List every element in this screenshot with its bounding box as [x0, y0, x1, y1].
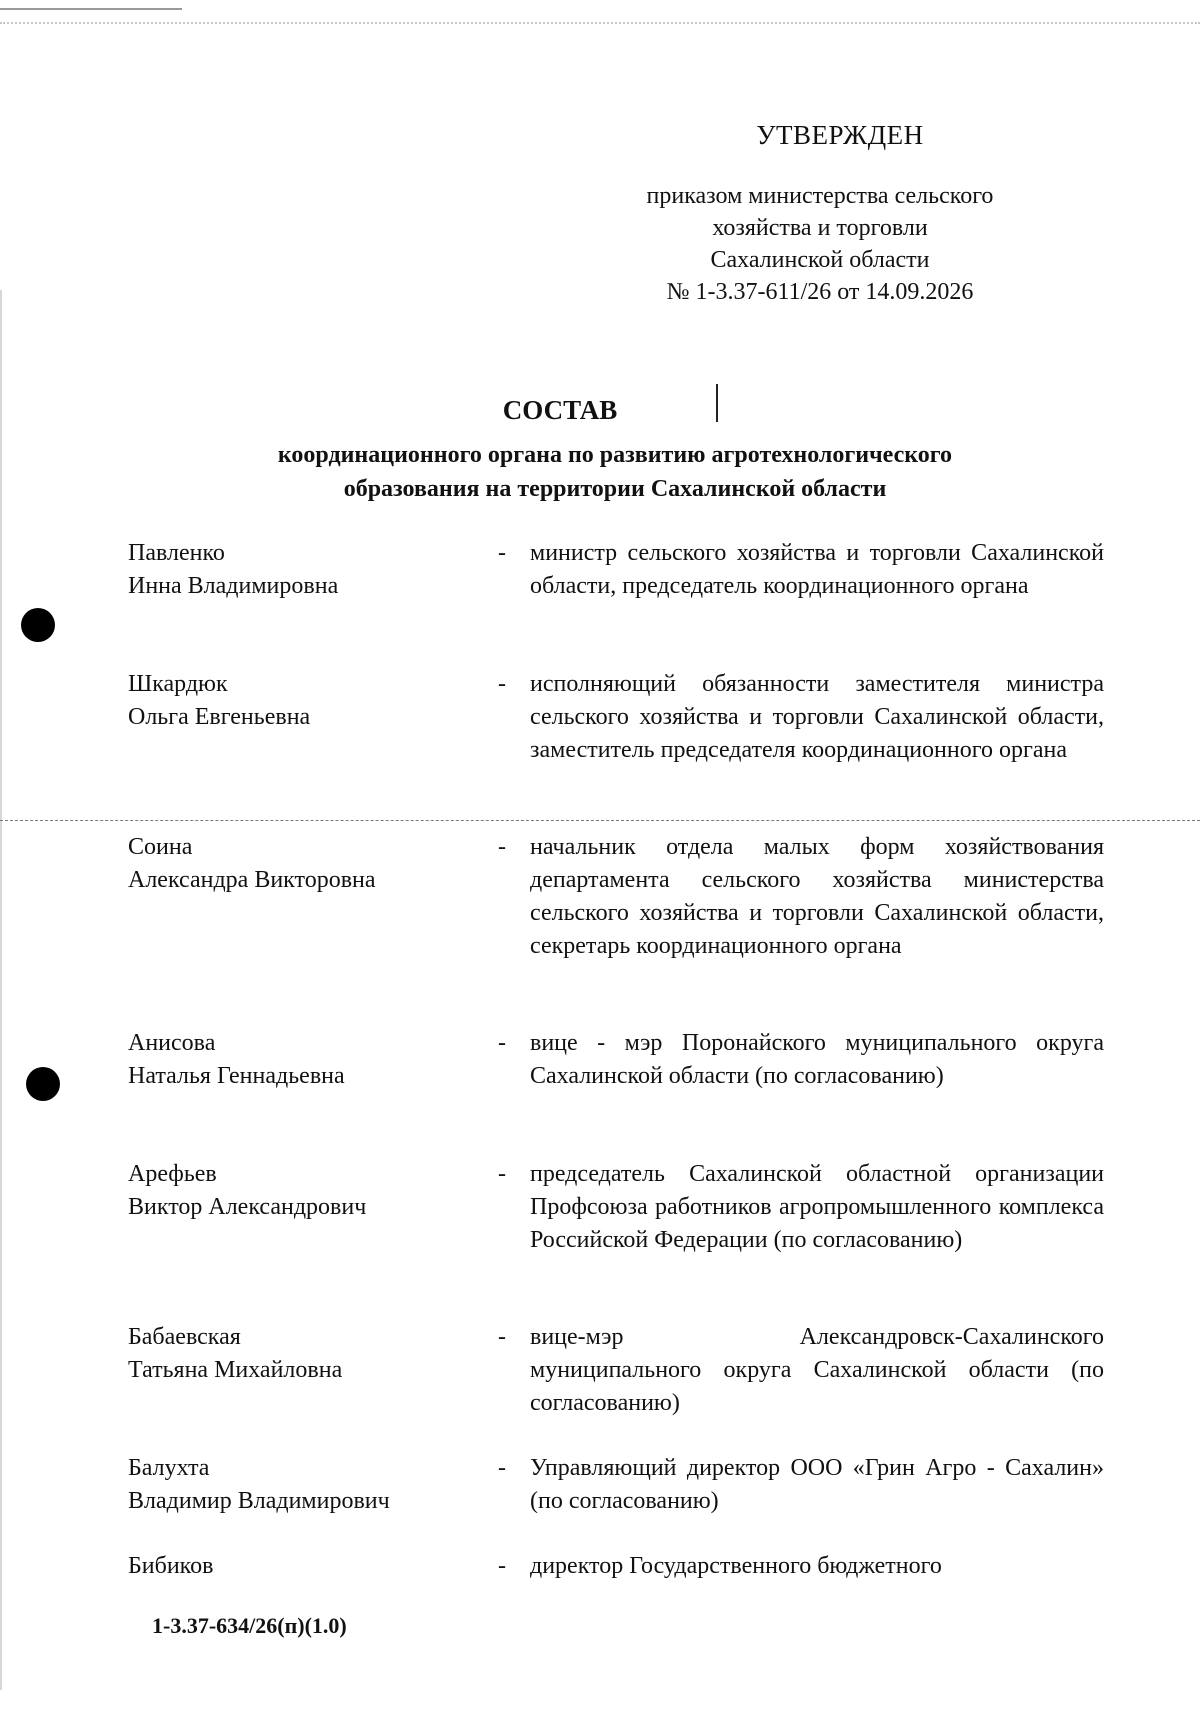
member-name — [128, 1550, 488, 1583]
member-surname: Павленко — [128, 540, 225, 566]
approval-line: Сахалинской области — [710, 247, 930, 273]
member-role: министр сельского хозяйства и торговли Сахалинской области, председатель координационного органа — [530, 540, 1104, 599]
member-dash: - — [498, 1324, 506, 1350]
subtitle-line: координационного органа по развитию агротехнологического — [277, 442, 953, 468]
member-surname: Соина — [128, 834, 193, 860]
member-dash: - — [498, 1161, 506, 1187]
approval-line: хозяйства и торговли — [712, 215, 928, 241]
approval-details — [560, 180, 1080, 308]
member-given-names: Владимир Владимирович — [128, 1488, 390, 1514]
document-subtitle — [200, 438, 1030, 506]
member-given-names: Инна Владимировна — [128, 573, 339, 599]
member-name — [128, 537, 488, 603]
member-given-names: Александра Викторовна — [128, 867, 376, 893]
member-surname: Балухта — [128, 1455, 210, 1481]
member-given-names: Татьяна Михайловна — [128, 1357, 343, 1383]
approval-order-number: № 1-3.37-611/26 от 14.09.2026 — [666, 279, 974, 305]
member-role: председатель Сахалинской областной организации Профсоюза работников агропромышленного комплекса Российской Федерации (по согласованию) — [530, 1161, 1104, 1253]
scan-fold-line — [0, 820, 1200, 821]
member-role: директор Государственного бюджетного — [530, 1553, 942, 1579]
member-given-names: Виктор Александрович — [128, 1194, 367, 1220]
approval-line: приказом министерства сельского — [646, 183, 994, 209]
member-name — [128, 1158, 488, 1224]
scan-dotted-line — [0, 22, 1200, 24]
member-dash: - — [498, 1553, 506, 1579]
document-code: 1-3.37-634/26(п)(1.0) — [152, 1613, 347, 1638]
member-given-names: Ольга Евгеньевна — [128, 704, 311, 730]
member-role: Управляющий директор ООО «Грин Агро - Сахалин» (по согласованию) — [530, 1455, 1104, 1514]
approval-stamp-block — [560, 118, 1080, 308]
member-surname: Бибиков — [128, 1553, 214, 1579]
member-name — [128, 1321, 488, 1387]
member-role: вице - мэр Поронайского муниципального округа Сахалинской области (по согласованию) — [530, 1030, 1104, 1089]
member-dash: - — [498, 834, 506, 860]
scan-left-edge — [0, 290, 2, 1690]
member-role: вице-мэр Александровск-Сахалинского муниципального округа Сахалинской области (по согласованию) — [530, 1324, 1104, 1416]
punch-hole-mark — [26, 1067, 60, 1101]
member-dash: - — [498, 540, 506, 566]
member-surname: Анисова — [128, 1030, 216, 1056]
member-role: исполняющий обязанности заместителя министра сельского хозяйства и торговли Сахалинской области, заместитель председателя координационного органа — [530, 671, 1104, 763]
member-dash: - — [498, 671, 506, 697]
member-surname: Бабаевская — [128, 1324, 241, 1350]
member-name — [128, 1027, 488, 1093]
member-given-names: Наталья Геннадьевна — [128, 1063, 345, 1089]
member-dash: - — [498, 1455, 506, 1481]
member-surname: Арефьев — [128, 1161, 217, 1187]
member-name — [128, 831, 488, 897]
member-name — [128, 668, 488, 734]
member-dash: - — [498, 1030, 506, 1056]
subtitle-line: образования на территории Сахалинской области — [343, 476, 887, 502]
scan-edge-line — [0, 8, 182, 10]
member-role: начальник отдела малых форм хозяйствования департамента сельского хозяйства министерства сельского хозяйства и торговли Сахалинской области, секретарь координационного органа — [530, 834, 1104, 959]
approval-title: УТВЕРЖДЕН — [756, 120, 924, 150]
document-title: СОСТАВ — [502, 395, 618, 425]
member-name — [128, 1452, 488, 1518]
punch-hole-mark — [21, 608, 55, 642]
member-surname: Шкардюк — [128, 671, 228, 697]
